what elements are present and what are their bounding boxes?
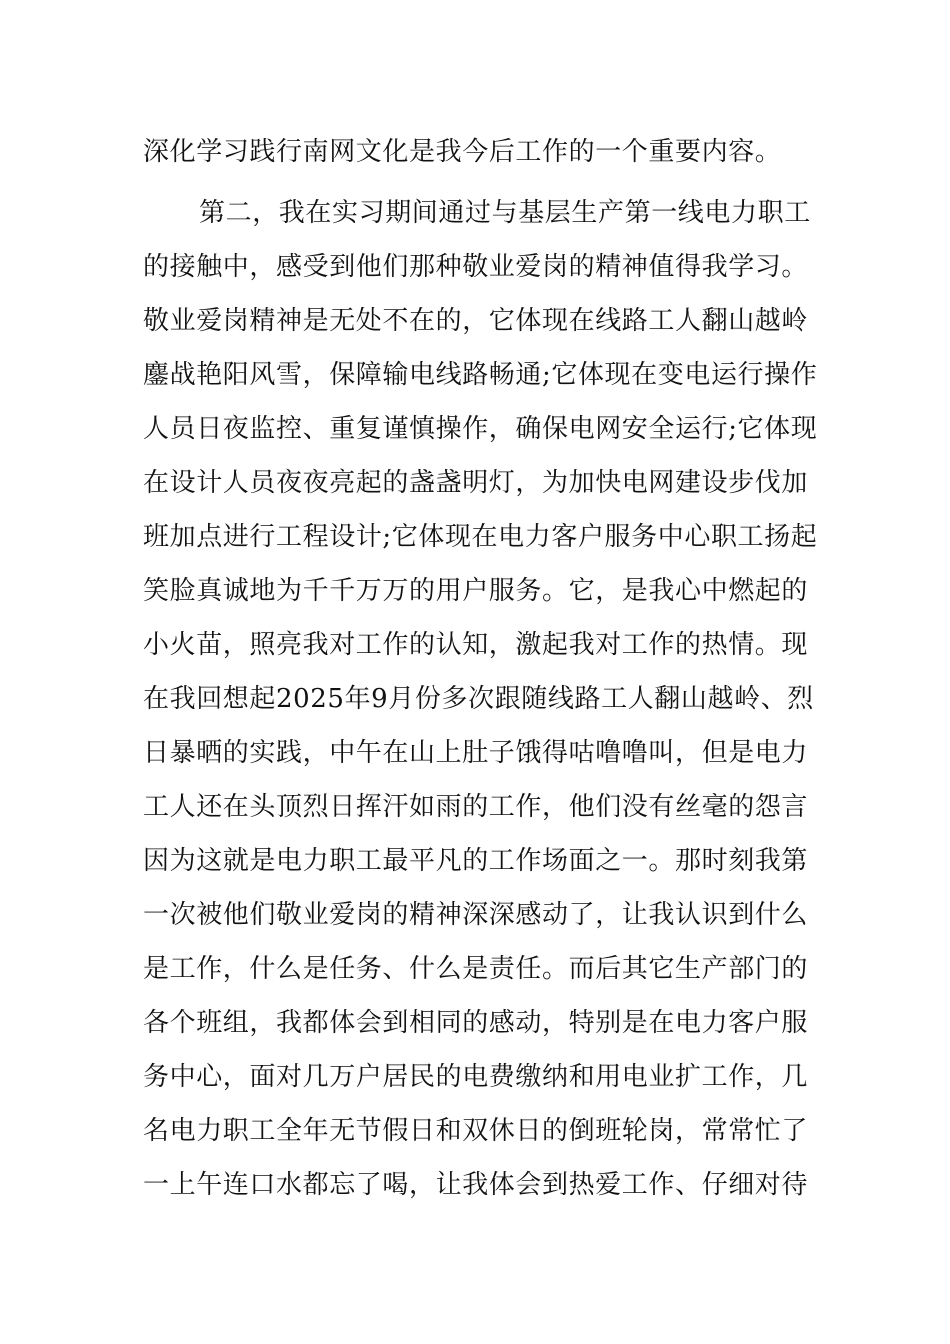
paragraph-line-17: 务中心，面对几万户居民的电费缴纳和用电业扩工作，几 [143, 1062, 809, 1092]
paragraph-line-18: 名电力职工全年无节假日和双休日的倒班轮岗，常常忙了 [143, 1116, 809, 1146]
paragraph-line-15: 是工作，什么是任务、什么是责任。而后其它生产部门的 [143, 954, 809, 984]
paragraph-line-1: 第二，我在实习期间通过与基层生产第一线电力职工 [199, 198, 811, 228]
paragraph-line-6: 在设计人员夜夜亮起的盏盏明灯，为加快电网建设步伐加 [143, 468, 809, 498]
paragraph-line-7: 班加点进行工程设计;它体现在电力客户服务中心职工扬起 [143, 522, 818, 552]
paragraph-line-16: 各个班组，我都体会到相同的感动，特别是在电力客户服 [143, 1008, 809, 1038]
paragraph-line-13: 因为这就是电力职工最平凡的工作场面之一。那时刻我第 [143, 846, 809, 876]
paragraph-line-8: 笑脸真诚地为千千万万的用户服务。它，是我心中燃起的 [143, 576, 809, 606]
paragraph-line-10: 在我回想起2025年9月份多次跟随线路工人翻山越岭、烈 [143, 684, 814, 714]
paragraph-line-2: 的接触中，感受到他们那种敬业爱岗的精神值得我学习。 [143, 252, 809, 282]
paragraph-line-5: 人员日夜监控、重复谨慎操作，确保电网安全运行;它体现 [143, 414, 818, 444]
paragraph-line-4: 鏖战艳阳风雪，保障输电线路畅通;它体现在变电运行操作 [143, 360, 818, 390]
paragraph-line-9: 小火苗，照亮我对工作的认知，激起我对工作的热情。现 [143, 630, 809, 660]
paragraph-line-11: 日暴晒的实践，中午在山上肚子饿得咕噜噜叫，但是电力 [143, 738, 809, 768]
paragraph-line-12: 工人还在头顶烈日挥汗如雨的工作，他们没有丝毫的怨言 [143, 792, 809, 822]
paragraph-line-19: 一上午连口水都忘了喝，让我体会到热爱工作、仔细对待 [143, 1170, 809, 1200]
paragraph-line-14: 一次被他们敬业爱岗的精神深深感动了，让我认识到什么 [143, 900, 809, 930]
text-line-1: 深化学习践行南网文化是我今后工作的一个重要内容。 [143, 137, 782, 167]
paragraph-line-3: 敬业爱岗精神是无处不在的，它体现在线路工人翻山越岭 [143, 306, 809, 336]
